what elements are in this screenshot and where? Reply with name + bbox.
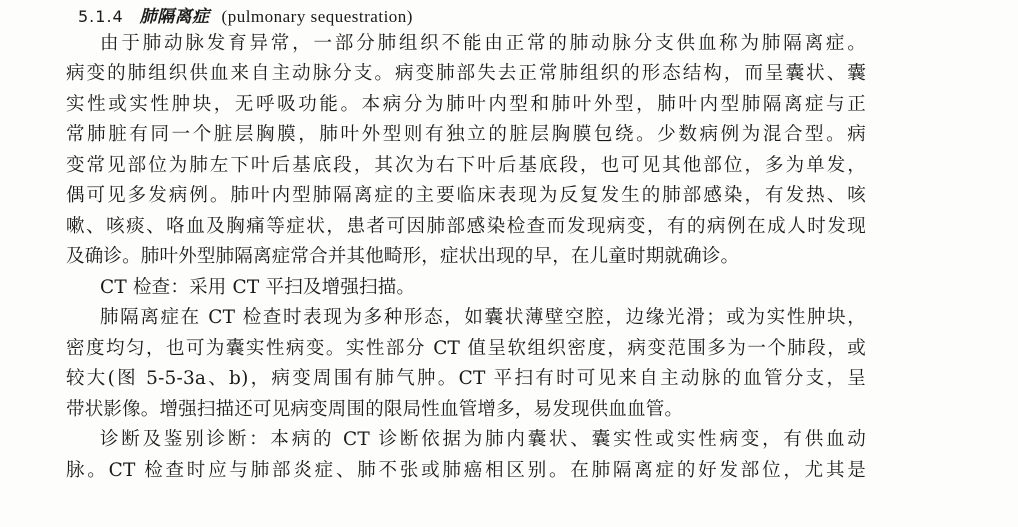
paragraph-line: 肺隔离症在 CT 检查时表现为多种形态，如囊状薄壁空腔，边缘光滑；或为实性肿块， (100, 307, 866, 328)
paragraph-line: 由于肺动脉发育异常，一部分肺组织不能由正常的肺动脉分支供血称为肺隔离症。 (100, 33, 866, 54)
paragraph-line: 病变的肺组织供血来自主动脉分支。病变肺部失去正常肺组织的形态结构，而呈囊状、囊 (66, 63, 866, 84)
paragraph-line: 偶可见多发病例。肺叶内型肺隔离症的主要临床表现为反复发生的肺部感染，有发热、咳 (66, 185, 866, 206)
section-number: 5.1.4 (78, 7, 124, 26)
paragraph-line: CT 检查：采用 CT 平扫及增强扫描。 (100, 277, 416, 298)
section-heading (78, 4, 413, 30)
section-title: 肺隔离症 (139, 7, 210, 27)
paragraph-line: 密度均匀，也可为囊实性病变。实性部分 CT 值呈软组织密度，病变范围多为一个肺段，或 (66, 338, 866, 359)
paragraph-line: 带状影像。增强扫描还可见病变周围的限局性血管增多，易发现供血血管。 (66, 399, 684, 420)
paragraph-line: 诊断及鉴别诊断：本病的 CT 诊断依据为肺内囊状、囊实性或实性病变，有供血动 (100, 429, 866, 450)
paragraph-line: 变常见部位为肺左下叶后基底段，其次为右下叶后基底段，也可见其他部位，多为单发， (66, 155, 866, 176)
section-english-title: (pulmonary sequestration) (221, 7, 413, 26)
paragraph-line: 常肺脏有同一个脏层胸膜，肺叶外型则有独立的脏层胸膜包绕。少数病例为混合型。病 (66, 124, 866, 145)
paragraph-line: 脉。CT 检查时应与肺部炎症、肺不张或肺癌相区别。在肺隔离症的好发部位，尤其是 (66, 460, 866, 481)
paragraph-line: 及确诊。肺叶外型肺隔离症常合并其他畸形，症状出现的早，在儿童时期就确诊。 (66, 246, 740, 267)
paragraph-line: 实性或实性肿块，无呼吸功能。本病分为肺叶内型和肺叶外型，肺叶内型肺隔离症与正 (66, 94, 866, 115)
paragraph-line: 较大(图 5-5-3a、b)，病变周围有肺气肿。CT 平扫有时可见来自主动脉的血管分支，呈 (66, 368, 866, 389)
paragraph-line: 嗽、咳痰、咯血及胸痛等症状，患者可因肺部感染检查而发现病变，有的病例在成人时发现 (66, 216, 866, 237)
